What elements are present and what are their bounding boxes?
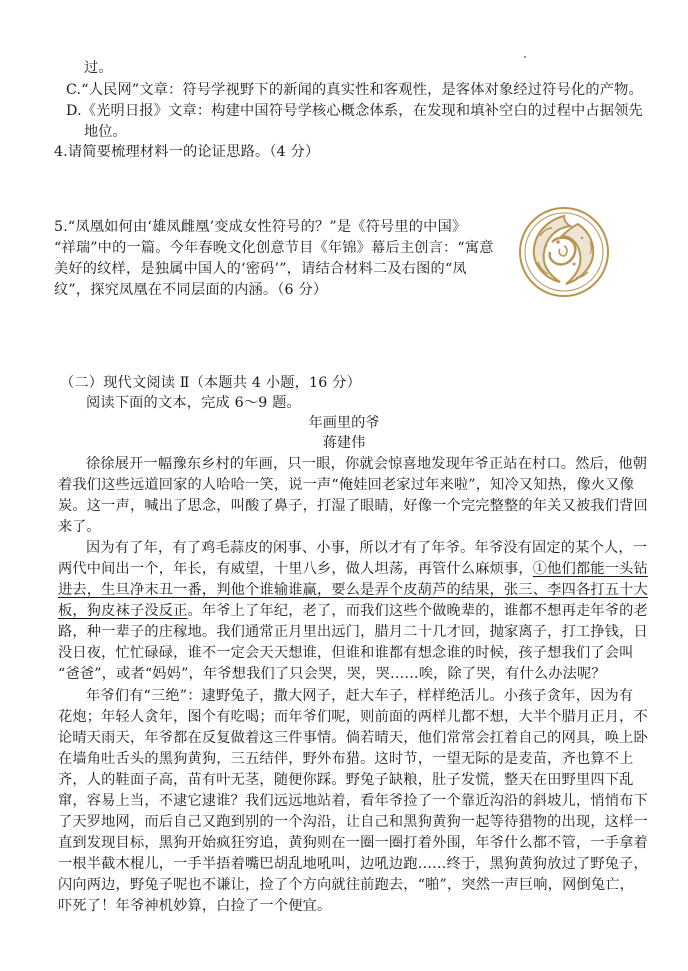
paragraph-1-line-3: 炭。这一声，喊出了思念，叫酸了鼻子，打湿了眼睛，好像一个完完整整的年关又被我们背回: [58, 498, 648, 514]
paragraph-3-line-10: 闪向两边，野兔子呢也不谦让，捡了个方向就往前跑去，“啪”，突然一声巨响，网倒兔亡，: [58, 877, 635, 893]
option-d-tail: 地位。: [84, 124, 127, 140]
question-4: 4.请简要梳理材料一的论证思路。（4 分）: [54, 144, 320, 160]
question-5-line-2: “祥瑞”中的一篇。今年春晚文化创意节目《年锦》幕后主创言：“寓意: [54, 240, 494, 256]
paragraph-3-line-11: 吓死了！年爷神机妙算，白捡了一个便宜。: [58, 898, 332, 914]
paragraph-2-line-5: 路，种一辈子的庄稼地。我们通常正月里出远门，腊月二十几才回，抛家离子，打工挣钱，日: [58, 624, 648, 640]
underlined-sentence-1-end: 板，狗皮袜子没反正: [58, 603, 188, 619]
paragraph-2-line-6: 没日夜，忙忙碌碌，谁不一定会天天想谁，但谁和谁都有想念谁的时候，孩子想我们了会叫: [58, 645, 634, 661]
paragraph-2-line-4-plain: 。年爷上了年纪，老了，而我们这些个做晚辈的，谁都不想再走年爷的老: [187, 603, 648, 619]
paragraph-2-line-2-plain: 两代中间出一个，年长，有威望，十里八乡，做人坦荡，再管什么麻烦事，: [58, 561, 533, 577]
article-author: 蒋建伟: [322, 435, 366, 451]
phoenix-pattern-medallion-icon: [518, 206, 610, 298]
paragraph-3-line-6: 窜，容易上当，不逮它逮谁？我们远远地站着，看年爷捡了一个靠近沟沿的斜坡儿，悄悄布下: [58, 793, 648, 809]
paragraph-2-line-7: “爸爸”，或者“妈妈”，年爷想我们了只会哭，哭，哭……唉，除了哭，有什么办法呢？: [58, 666, 606, 682]
paragraph-1-line-4: 来了。: [58, 519, 101, 535]
paragraph-3-line-2: 花炮；年轻人贪年，图个有吃喝；而年爷们呢，则前面的两样儿都不想，大半个腊月正月，不: [58, 709, 648, 725]
section-heading: （二）现代文阅读 Ⅱ（本题共 4 小题，16 分）: [60, 375, 361, 391]
paragraph-2-line-1: 因为有了年，有了鸡毛蒜皮的闲事、小事，所以才有了年爷。年爷没有固定的某个人，一: [86, 540, 648, 556]
question-5-line-3: 美好的纹样，是独属中国人的‘密码’”，请结合材料二及右图的“凤: [54, 261, 467, 277]
paragraph-1-line-2: 着我们这些远道回家的人哈哈一笑，说一声“俺娃回老家过年来啦”，知冷又知热，像火又像: [58, 477, 635, 493]
paragraph-1-line-1: 徐徐展开一幅豫东乡村的年画，只一眼，你就会惊喜地发现年爷正站在村口。然后，他朝: [86, 456, 648, 472]
paragraph-3-line-9: 一根半截木棍儿，一手半捂着嘴巴胡乱地吼叫，边吼边跑……终于，黑狗黄狗放过了野兔子，: [58, 856, 648, 872]
paragraph-3-line-4: 在墙角吐舌头的黑狗黄狗，三五结伴，野外布猎。这时节，一望无际的是麦苗，齐也算不上: [58, 751, 634, 767]
question-5-line-1: 5.“凤凰如何由‘雄凤雌凰’变成女性符号的？”是《符号里的中国》: [54, 219, 467, 235]
paragraph-3-line-1: 年爷们有“三绝”：逮野兔子，撒大网子，赶大车子，样样绝活儿。小孩子贪年，因为有: [86, 688, 634, 704]
paragraph-3-line-3: 论晴天雨天，年爷都在反复做着这三件事情。倘若晴天，他们常常会扛着自己的网具，唤上卧: [58, 730, 648, 746]
article-title: 年画里的爷: [308, 415, 380, 431]
paragraph-2-line-4: [58, 601, 648, 621]
scan-speck: [524, 56, 526, 58]
question-5-line-4: 纹”，探究凤凰在不同层面的内涵。（6 分）: [54, 282, 328, 298]
option-b-tail: 过。: [84, 60, 113, 76]
reading-instruction: 阅读下面的文本，完成 6～9 题。: [86, 395, 301, 411]
paragraph-3-line-8: 直到发现目标，黑狗开始疯狂穷追，黄狗则在一圈一圈打着外围，年爷什么都不管，一手拿着: [58, 835, 648, 851]
option-d: D.《光明日报》文章：构建中国符号学核心概念体系，在发现和填补空白的过程中占据领先: [66, 103, 643, 119]
underlined-sentence-1-middle: 进去，生旦净末丑一番，判他个谁输谁赢，要么是弄个皮葫芦的结果，张三、李四各打五十大: [58, 582, 648, 598]
paragraph-2-line-2: [58, 559, 648, 579]
paragraph-3-line-5: 齐，人的鞋面子高，苗有叶无茎，随便你踩。野兔子缺粮，肚子发慌，整天在田野里四下乱: [58, 772, 634, 788]
option-c: C.“人民网”文章：符号学视野下的新闻的真实性和客观性，是客体对象经过符号化的产物。: [66, 82, 643, 98]
paragraph-3-line-7: 了天罗地网，而后自己又跑到别的一个沟沿，让自己和黑狗黄狗一起等待猎物的出现，这样一: [58, 814, 648, 830]
underlined-sentence-1-start: ①他们都能一头钻: [532, 561, 648, 577]
